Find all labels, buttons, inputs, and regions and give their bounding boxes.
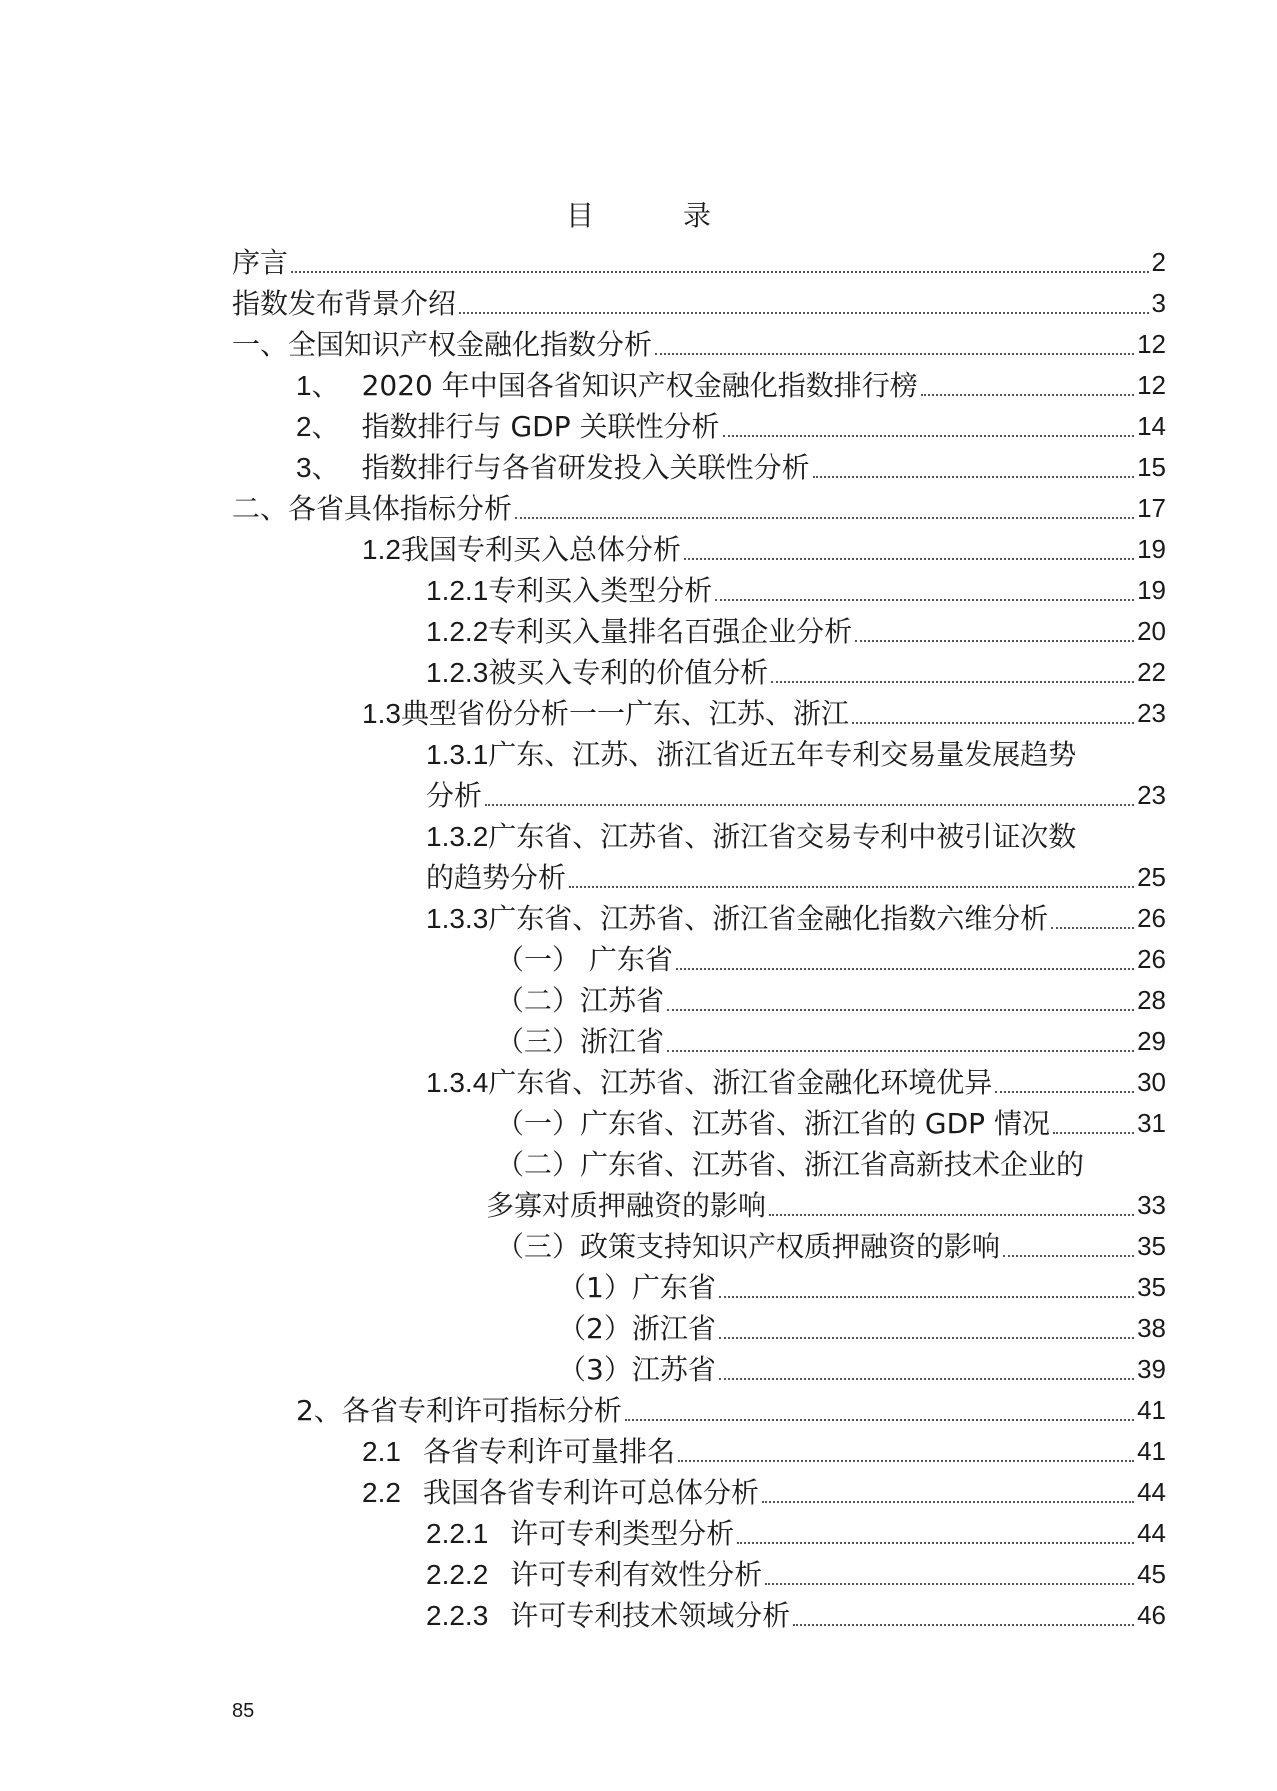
toc-entry-line-2[interactable] <box>232 857 1166 898</box>
toc-entry-text: 各省专利许可量排名 <box>422 1435 675 1468</box>
toc-entry-text: 广东省、江苏省、浙江省交易专利中被引证次数 <box>488 820 1077 853</box>
toc-entry-text-continued: 多寡对质押融资的影响 <box>486 1189 767 1222</box>
toc-entry-number: 2.2.1 <box>426 1518 489 1549</box>
toc-entry[interactable] <box>232 898 1166 939</box>
toc-page-number: 19 <box>1137 534 1166 564</box>
toc-entry[interactable] <box>232 1267 1166 1308</box>
toc-page-number: 23 <box>1137 780 1166 810</box>
toc-entry[interactable] <box>232 570 1166 611</box>
toc-entry-number: 1.2.2 <box>426 616 489 647</box>
toc-page-number: 41 <box>1137 1395 1166 1425</box>
dot-leader <box>1053 1132 1134 1134</box>
dot-leader <box>667 1050 1134 1052</box>
dot-leader <box>737 1542 1134 1544</box>
toc-entry-text: （三）政策支持知识产权质押融资的影响 <box>496 1230 1001 1263</box>
toc-entry-line-2[interactable] <box>232 775 1166 816</box>
dot-leader <box>855 640 1134 642</box>
toc-page-number: 25 <box>1137 862 1166 892</box>
toc-entry-number: 1.2.1 <box>426 575 489 606</box>
toc-entry-number: 2.2.2 <box>426 1559 489 1590</box>
toc-page-number: 29 <box>1137 1026 1166 1056</box>
toc-entry[interactable] <box>232 488 1166 529</box>
toc-page-number: 15 <box>1137 452 1166 482</box>
toc-entry-text-continued: 的趋势分析 <box>426 861 567 894</box>
toc-entry[interactable] <box>232 1308 1166 1349</box>
footer-page-number: 85 <box>232 1700 255 1722</box>
toc-entry-text: （三）浙江省 <box>496 1025 665 1058</box>
toc-page-number: 46 <box>1137 1600 1166 1630</box>
toc-entry-text: 指数排行与各省研发投入关联性分析 <box>361 451 810 484</box>
toc-page-number: 20 <box>1137 616 1166 646</box>
toc-entry[interactable] <box>232 1595 1166 1636</box>
toc-page-number: 17 <box>1137 493 1166 523</box>
dot-leader <box>667 1009 1134 1011</box>
toc-entry-number: 1.3.1 <box>426 739 489 770</box>
toc-entry-text: （1）广东省 <box>558 1271 716 1304</box>
toc-page-number: 23 <box>1137 698 1166 728</box>
toc-page-number: 39 <box>1137 1354 1166 1384</box>
toc-entry[interactable] <box>232 242 1166 283</box>
dot-leader <box>678 1460 1134 1462</box>
toc-entry[interactable] <box>232 1103 1166 1144</box>
toc-entry-text: 被买入专利的价值分析 <box>488 656 769 689</box>
toc-entry-text: 广东省、江苏省、浙江省金融化环境优异 <box>488 1066 993 1099</box>
dot-leader <box>723 435 1135 437</box>
table-of-contents <box>232 242 1166 1636</box>
toc-entry-number: 2.2.3 <box>426 1600 489 1631</box>
toc-entry-text: （一）广东省、江苏省、浙江省的 GDP 情况 <box>496 1107 1050 1140</box>
dot-leader <box>813 476 1134 478</box>
dot-leader <box>715 599 1134 601</box>
toc-entry[interactable] <box>232 652 1166 693</box>
dot-leader <box>921 394 1134 396</box>
toc-page-number: 38 <box>1137 1313 1166 1343</box>
toc-page-number: 44 <box>1137 1518 1166 1548</box>
dot-leader <box>1051 927 1134 929</box>
dot-leader <box>793 1624 1134 1626</box>
toc-entry-text: 序言 <box>232 246 289 279</box>
dot-leader <box>569 886 1134 888</box>
toc-entry-number: 1.3.3 <box>426 903 489 934</box>
toc-entry-text: 广东、江苏、浙江省近五年专利交易量发展趋势 <box>488 738 1077 771</box>
toc-entry-text: （一） 广东省 <box>496 943 673 976</box>
toc-entry-text: 许可专利类型分析 <box>510 1517 735 1550</box>
dot-leader <box>995 1091 1134 1093</box>
toc-entry[interactable] <box>232 365 1166 406</box>
toc-entry-text: 我国专利买入总体分析 <box>400 533 681 566</box>
toc-entry-text: 2020 年中国各省知识产权金融化指数排行榜 <box>361 369 918 402</box>
toc-entry-number: 1.3.4 <box>426 1067 489 1098</box>
toc-entry-number: 2、 <box>296 411 340 442</box>
toc-entry-number: 1.3.2 <box>426 821 489 852</box>
toc-entry-text: 典型省份分析一一广东、江苏、浙江 <box>400 697 849 730</box>
toc-entry-text: 一、全国知识产权金融化指数分析 <box>232 328 653 361</box>
dot-leader <box>515 517 1134 519</box>
toc-entry-number: 1.2.3 <box>426 657 489 688</box>
toc-page-number: 2 <box>1151 247 1166 277</box>
toc-entry-text: 指数发布背景介绍 <box>232 287 457 320</box>
dot-leader <box>684 558 1134 560</box>
toc-entry-text: 专利买入量排名百强企业分析 <box>488 615 853 648</box>
toc-page-number: 28 <box>1137 985 1166 1015</box>
toc-entry-text: 指数排行与 GDP 关联性分析 <box>361 410 720 443</box>
toc-entry[interactable] <box>232 980 1166 1021</box>
toc-entry[interactable] <box>232 693 1166 734</box>
toc-page-number: 3 <box>1151 288 1166 318</box>
toc-entry-number: 1、 <box>296 370 340 401</box>
toc-entry-line-1[interactable] <box>232 1144 1166 1185</box>
toc-entry[interactable] <box>232 1472 1166 1513</box>
toc-entry[interactable] <box>232 1554 1166 1595</box>
toc-page-number: 22 <box>1137 657 1166 687</box>
toc-page-number: 14 <box>1137 411 1166 441</box>
toc-entry[interactable] <box>232 406 1166 447</box>
dot-leader <box>676 968 1134 970</box>
toc-page-number: 31 <box>1137 1108 1166 1138</box>
dot-leader <box>762 1501 1134 1503</box>
toc-entry[interactable] <box>232 447 1166 488</box>
toc-entry[interactable] <box>232 529 1166 570</box>
toc-page-number: 12 <box>1137 370 1166 400</box>
dot-leader <box>459 312 1149 314</box>
toc-entry-text: 许可专利有效性分析 <box>510 1558 763 1591</box>
toc-page-number: 41 <box>1137 1436 1166 1466</box>
toc-page-number: 35 <box>1137 1231 1166 1261</box>
toc-page-number: 35 <box>1137 1272 1166 1302</box>
dot-leader <box>765 1583 1134 1585</box>
toc-entry-text: （2）浙江省 <box>558 1312 716 1345</box>
toc-entry-text: 2、各省专利许可指标分析 <box>296 1394 622 1427</box>
toc-entry[interactable] <box>232 1390 1166 1431</box>
toc-entry-number: 2.1 <box>362 1436 401 1467</box>
toc-entry[interactable] <box>232 1226 1166 1267</box>
toc-entry[interactable] <box>232 324 1166 365</box>
toc-page-number: 19 <box>1137 575 1166 605</box>
toc-entry[interactable] <box>232 1021 1166 1062</box>
toc-title: 目 录 <box>566 199 751 232</box>
toc-entry-text: （二）江苏省 <box>496 984 665 1017</box>
toc-entry-number: 1.2 <box>362 534 401 565</box>
toc-entry-number: 1.3 <box>362 698 401 729</box>
toc-entry-number: 2.2 <box>362 1477 401 1508</box>
toc-page-number: 12 <box>1137 329 1166 359</box>
toc-entry-number: 3、 <box>296 452 340 483</box>
toc-entry[interactable] <box>232 1062 1166 1103</box>
toc-entry-text: （二）广东省、江苏省、浙江省高新技术企业的 <box>496 1148 1085 1181</box>
toc-entry-text: 专利买入类型分析 <box>488 574 713 607</box>
dot-leader <box>625 1419 1134 1421</box>
dot-leader <box>1003 1255 1134 1257</box>
toc-entry-text: 许可专利技术领域分析 <box>510 1599 791 1632</box>
toc-entry-text-continued: 分析 <box>426 779 483 812</box>
dot-leader <box>852 722 1134 724</box>
toc-entry[interactable] <box>232 283 1166 324</box>
toc-entry-text: 广东省、江苏省、浙江省金融化指数六维分析 <box>488 902 1049 935</box>
dot-leader <box>291 271 1149 273</box>
toc-entry[interactable] <box>232 1513 1166 1554</box>
toc-entry-line-2[interactable] <box>232 1185 1166 1226</box>
toc-entry-line-1[interactable] <box>232 816 1166 857</box>
toc-entry[interactable] <box>232 1431 1166 1472</box>
dot-leader <box>719 1378 1134 1380</box>
dot-leader <box>719 1296 1134 1298</box>
toc-entry-text: 我国各省专利许可总体分析 <box>422 1476 759 1509</box>
toc-page-number: 33 <box>1137 1190 1166 1220</box>
toc-entry-text: 二、各省具体指标分析 <box>232 492 513 525</box>
toc-page-number: 44 <box>1137 1477 1166 1507</box>
toc-entry[interactable] <box>232 1349 1166 1390</box>
toc-page-number: 26 <box>1137 944 1166 974</box>
dot-leader <box>769 1214 1134 1216</box>
toc-entry-text: （3）江苏省 <box>558 1353 716 1386</box>
toc-entry[interactable] <box>232 611 1166 652</box>
toc-entry-line-1[interactable] <box>232 734 1166 775</box>
dot-leader <box>655 353 1134 355</box>
dot-leader <box>771 681 1134 683</box>
toc-entry[interactable] <box>232 939 1166 980</box>
toc-page-number: 45 <box>1137 1559 1166 1589</box>
toc-page-number: 26 <box>1137 903 1166 933</box>
toc-page-number: 30 <box>1137 1067 1166 1097</box>
dot-leader <box>485 804 1134 806</box>
dot-leader <box>719 1337 1134 1339</box>
